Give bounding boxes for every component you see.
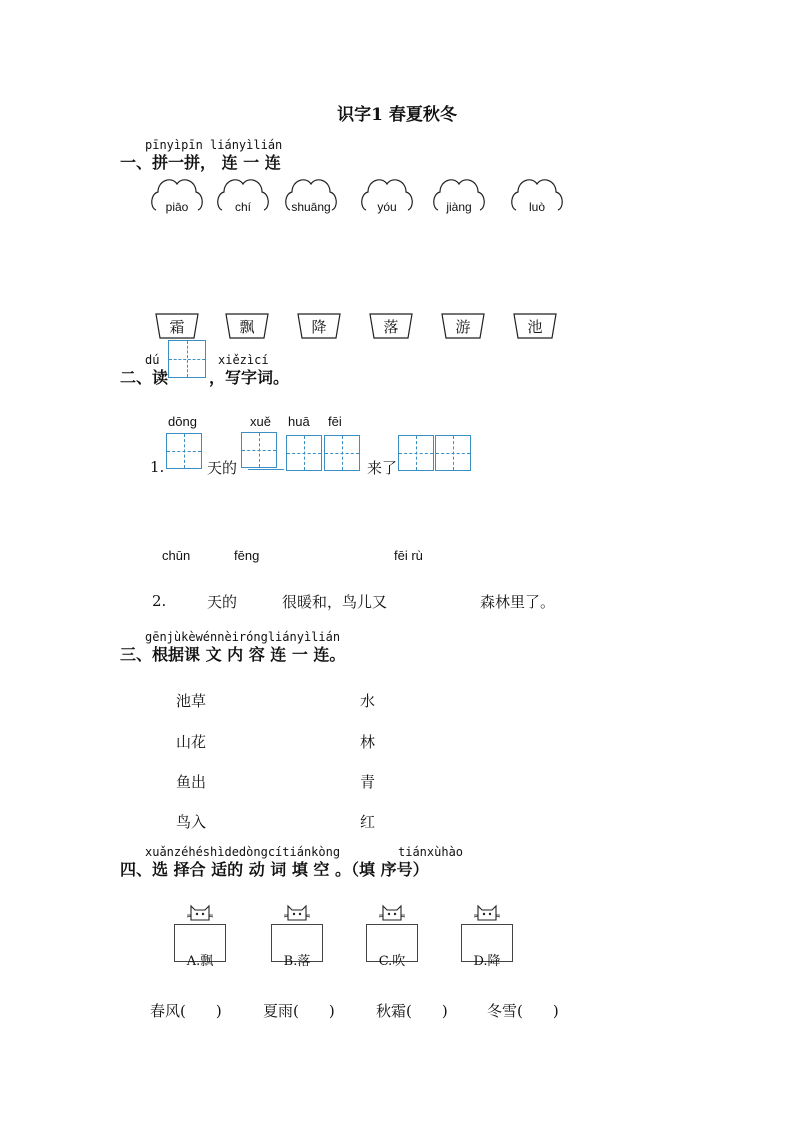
cloud-pinyin: chí [234, 200, 251, 214]
cat-icon [473, 900, 501, 924]
question-number: 2. [152, 592, 167, 610]
cloud-card [148, 174, 206, 220]
fill-blank[interactable]: 夏雨( ) [263, 1002, 335, 1020]
section4-pinyin-b: tiánxùhào [398, 845, 464, 859]
cat-icon [378, 900, 406, 924]
pinyin-feng: fēng [234, 548, 260, 563]
fill-blank[interactable]: 秋霜( ) [376, 1002, 448, 1020]
bucket-char: 落 [383, 318, 399, 336]
match-right: 红 [360, 813, 376, 831]
section4-pinyin-a: xuǎnzéhéshìdedòngcítiánkòng [145, 845, 341, 859]
cat-icon [186, 900, 214, 924]
question-text: 天的 [207, 593, 238, 611]
option-label: C.吹 [378, 954, 406, 969]
cloud-pinyin: shuāng [291, 200, 331, 214]
match-left: 鸟入 [176, 813, 207, 831]
bucket-char: 游 [455, 318, 471, 336]
option-card [170, 900, 230, 969]
match-left: 池草 [176, 692, 207, 710]
pinyin-hua: huā [288, 414, 310, 429]
question-text: 来了 [367, 459, 398, 477]
section1-pinyin: pīnyìpīn liányìlián [145, 138, 283, 152]
question-text: 天的 [207, 459, 238, 477]
bucket-card [155, 313, 199, 339]
section4-heading: 四、选 择合 适的 动 词 填 空 。（填 序号） [120, 860, 429, 879]
option-label: B.落 [283, 954, 311, 969]
section2-heading-b: ，写字词。 [209, 368, 290, 387]
match-right: 林 [360, 733, 376, 751]
cloud-card [214, 174, 272, 220]
cat-icon [283, 900, 311, 924]
pinyin-chun: chūn [162, 548, 191, 563]
page-title: 识字1 春夏秋冬 [337, 105, 457, 125]
match-right: 青 [360, 773, 376, 791]
pinyin-xue: xuě [250, 414, 271, 429]
cloud-pinyin: yóu [377, 200, 397, 214]
bucket-card [513, 313, 557, 339]
cloud-card [430, 174, 488, 220]
cloud-card [508, 174, 566, 220]
bucket-char: 霜 [169, 318, 185, 336]
tian-grid[interactable] [398, 435, 434, 471]
cloud-pinyin: luò [528, 200, 545, 214]
pinyin-dong: dōng [168, 414, 197, 429]
bucket-char: 飘 [239, 318, 255, 336]
bucket-card [441, 313, 485, 339]
tian-grid [168, 340, 206, 378]
match-right: 水 [360, 692, 376, 710]
section2-pinyin-xiezici: xiězìcí [218, 353, 269, 367]
section3-heading: 三、根据课 文 内 容 连 一 连。 [120, 645, 346, 664]
option-card [267, 900, 327, 969]
section2-pinyin-du: dú [145, 353, 160, 367]
pinyin-fei-ru: fēi rù [394, 548, 423, 563]
bucket-card [297, 313, 341, 339]
option-card [457, 900, 517, 969]
option-card [362, 900, 422, 969]
fill-blank[interactable]: 冬雪( ) [487, 1002, 559, 1020]
cloud-card [358, 174, 416, 220]
section2-heading-a: 二、读 [120, 368, 169, 387]
cloud-pinyin: jiàng [446, 200, 472, 214]
tian-grid[interactable] [435, 435, 471, 471]
cloud-card [282, 174, 340, 220]
tian-grid[interactable] [241, 432, 277, 468]
cloud-pinyin: piāo [165, 200, 189, 214]
bucket-char: 降 [311, 318, 327, 336]
pinyin-fei: fēi [328, 414, 342, 429]
tian-grid[interactable] [286, 435, 322, 471]
question-text: 森林里了。 [480, 593, 556, 611]
section1-heading: 一、拼一拼， 连 一 连 [120, 153, 281, 172]
tian-grid[interactable] [166, 433, 202, 469]
bucket-card [369, 313, 413, 339]
option-label: A.飘 [186, 954, 214, 969]
underline [248, 469, 284, 470]
tian-grid[interactable] [324, 435, 360, 471]
fill-blank[interactable]: 春风( ) [150, 1002, 222, 1020]
match-left: 鱼出 [176, 773, 207, 791]
question-text: 很暖和，鸟儿又 [282, 593, 388, 611]
match-left: 山花 [176, 733, 207, 751]
section3-pinyin: gēnjùkèwénnèiróngliányìlián [145, 630, 341, 644]
question-number: 1. [150, 458, 165, 476]
bucket-char: 池 [527, 318, 543, 336]
bucket-card [225, 313, 269, 339]
option-label: D.降 [473, 954, 501, 969]
